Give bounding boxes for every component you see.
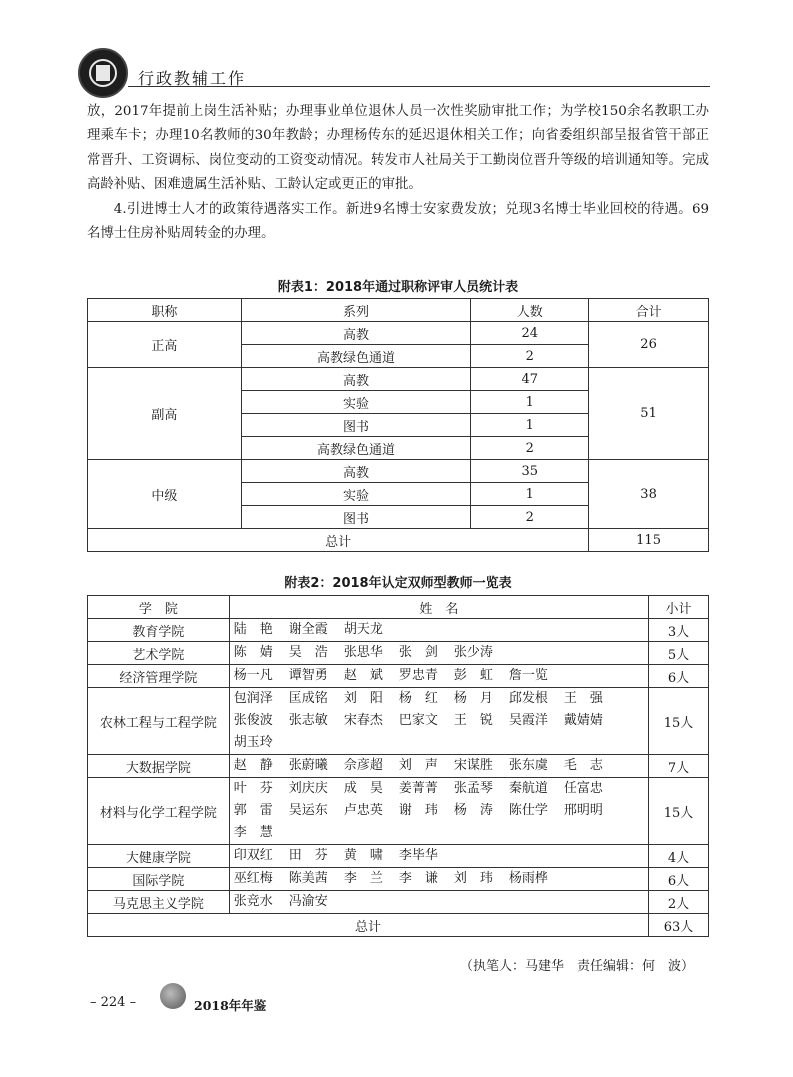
teacher-name: 印双红 bbox=[233, 848, 273, 863]
count-cell: 2 bbox=[471, 437, 589, 460]
teacher-name: 陈 婧 bbox=[233, 645, 273, 660]
teacher-name: 姜菁菁 bbox=[398, 781, 438, 796]
college-cell: 材料与化学工程学院 bbox=[88, 778, 230, 845]
college-cell: 国际学院 bbox=[88, 868, 230, 891]
dual-teacher-table bbox=[87, 595, 709, 937]
college-cell: 马克思主义学院 bbox=[88, 891, 230, 914]
teacher-name: 冯渝安 bbox=[288, 894, 328, 909]
series-cell: 高教绿色通道 bbox=[241, 437, 471, 460]
rank-cell: 中级 bbox=[88, 460, 242, 529]
header-series: 系列 bbox=[241, 299, 471, 322]
teacher-name: 彭 虹 bbox=[453, 668, 493, 683]
teacher-name: 任富忠 bbox=[563, 781, 603, 796]
count-cell: 24 bbox=[471, 322, 589, 345]
subtotal-cell: 15人 bbox=[649, 688, 709, 755]
teacher-name: 秦航道 bbox=[508, 781, 548, 796]
table-row bbox=[88, 688, 709, 755]
count-cell: 2 bbox=[471, 506, 589, 529]
teacher-name: 王 锐 bbox=[453, 713, 493, 728]
table-row bbox=[88, 460, 709, 483]
college-cell: 教育学院 bbox=[88, 619, 230, 642]
table-row bbox=[88, 619, 709, 642]
teacher-name: 佘彦超 bbox=[343, 758, 383, 773]
university-logo bbox=[78, 48, 128, 98]
teacher-name: 胡天龙 bbox=[343, 622, 383, 637]
mascot-icon bbox=[160, 983, 186, 1009]
teacher-name: 匡成铭 bbox=[288, 691, 328, 706]
table-row bbox=[88, 368, 709, 391]
teacher-name: 黄 啸 bbox=[343, 848, 383, 863]
teacher-name: 张志敏 bbox=[288, 713, 328, 728]
teacher-name: 李 谦 bbox=[398, 871, 438, 886]
table-row bbox=[88, 755, 709, 778]
count-cell: 1 bbox=[471, 414, 589, 437]
teacher-name: 罗忠青 bbox=[398, 668, 438, 683]
sum-label: 总计 bbox=[88, 529, 589, 552]
teacher-name: 詹一览 bbox=[508, 668, 548, 683]
teacher-name: 宋谋胜 bbox=[453, 758, 493, 773]
teacher-name: 陆 艳 bbox=[233, 622, 273, 637]
teacher-name: 刘 阳 bbox=[343, 691, 383, 706]
table2-caption: 附表2：2018年认定双师型教师一览表 bbox=[284, 576, 512, 591]
teacher-name: 张竞水 bbox=[233, 894, 273, 909]
teacher-name: 叶 芬 bbox=[233, 781, 273, 796]
teacher-name: 吴 浩 bbox=[288, 645, 328, 660]
teacher-name: 张思华 bbox=[343, 645, 383, 660]
table1-caption: 附表1：2018年通过职称评审人员统计表 bbox=[277, 280, 519, 295]
header-total: 合计 bbox=[589, 299, 709, 322]
count-cell: 1 bbox=[471, 483, 589, 506]
series-cell: 图书 bbox=[241, 414, 471, 437]
teacher-name: 李毕华 bbox=[398, 848, 438, 863]
teacher-name: 张俊波 bbox=[233, 713, 273, 728]
header-rule bbox=[128, 86, 710, 87]
section-title: 行政教辅工作 bbox=[138, 69, 247, 88]
table-row bbox=[88, 665, 709, 688]
total-cell: 26 bbox=[589, 322, 709, 368]
header-names: 姓 名 bbox=[229, 596, 648, 619]
teacher-name: 张少涛 bbox=[453, 645, 493, 660]
teacher-name: 杨 红 bbox=[398, 691, 438, 706]
rank-cell: 副高 bbox=[88, 368, 242, 460]
series-cell: 图书 bbox=[241, 506, 471, 529]
college-cell: 农林工程与工程学院 bbox=[88, 688, 230, 755]
teacher-name: 谭智勇 bbox=[288, 668, 328, 683]
teacher-name: 包润泽 bbox=[233, 691, 273, 706]
sum-value: 63人 bbox=[649, 914, 709, 937]
teacher-name: 郭 雷 bbox=[233, 803, 273, 818]
college-cell: 大数据学院 bbox=[88, 755, 230, 778]
subtotal-cell: 4人 bbox=[649, 845, 709, 868]
subtotal-cell: 5人 bbox=[649, 642, 709, 665]
teacher-name: 胡玉玲 bbox=[233, 735, 273, 750]
total-cell: 51 bbox=[589, 368, 709, 460]
teacher-name: 赵 静 bbox=[233, 758, 273, 773]
series-cell: 实验 bbox=[241, 483, 471, 506]
series-cell: 高教 bbox=[241, 368, 471, 391]
college-cell: 大健康学院 bbox=[88, 845, 230, 868]
body-text bbox=[87, 100, 709, 246]
teacher-name: 陈仕学 bbox=[508, 803, 548, 818]
names-cell bbox=[229, 642, 648, 665]
subtotal-cell: 15人 bbox=[649, 778, 709, 845]
header-count: 人数 bbox=[471, 299, 589, 322]
header-rank: 职称 bbox=[88, 299, 242, 322]
subtotal-cell: 3人 bbox=[649, 619, 709, 642]
table-row bbox=[88, 868, 709, 891]
teacher-name: 李 兰 bbox=[343, 871, 383, 886]
subtotal-cell: 6人 bbox=[649, 868, 709, 891]
teacher-name: 张 剑 bbox=[398, 645, 438, 660]
paragraph-2: 4.引进博士人才的政策待遇落实工作。新进9名博士安家费发放；兑现3名博士毕业回校的待遇。69名博士住房补贴周转金的办理。 bbox=[87, 201, 709, 242]
teacher-name: 成 昊 bbox=[343, 781, 383, 796]
paragraph-1: 放，2017年提前上岗生活补贴；办理事业单位退休人员一次性奖励审批工作；为学校150余名教职工办理乘车卡；办理10名教师的30年教龄；办理杨传东的延迟退休相关工作；向省委组织部呈报省管干部正常晋升、工资调标、岗位变动的工资变动情况。转发市人社局关于工勤岗位晋升等级的培训通知等。完成高龄补贴、困难遗属生活补贴、工龄认定或更正的审批。 bbox=[87, 104, 709, 193]
teacher-name: 刘 玮 bbox=[453, 871, 493, 886]
sum-label: 总计 bbox=[88, 914, 649, 937]
count-cell: 1 bbox=[471, 391, 589, 414]
count-cell: 47 bbox=[471, 368, 589, 391]
teacher-name: 卢忠英 bbox=[343, 803, 383, 818]
teacher-name: 杨一凡 bbox=[233, 668, 273, 683]
table-row bbox=[88, 891, 709, 914]
teacher-name: 王 强 bbox=[563, 691, 603, 706]
teacher-name: 张蔚曦 bbox=[288, 758, 328, 773]
header-college: 学 院 bbox=[88, 596, 230, 619]
table-row bbox=[88, 322, 709, 345]
names-cell bbox=[229, 868, 648, 891]
teacher-name: 陈美茜 bbox=[288, 871, 328, 886]
teacher-name: 邱发根 bbox=[508, 691, 548, 706]
count-cell: 35 bbox=[471, 460, 589, 483]
table-row bbox=[88, 642, 709, 665]
college-cell: 艺术学院 bbox=[88, 642, 230, 665]
title-review-table bbox=[87, 298, 709, 552]
series-cell: 高教 bbox=[241, 322, 471, 345]
names-cell bbox=[229, 755, 648, 778]
teacher-name: 谢全霞 bbox=[288, 622, 328, 637]
teacher-name: 刘庆庆 bbox=[288, 781, 328, 796]
table-row bbox=[88, 845, 709, 868]
teacher-name: 田 芬 bbox=[288, 848, 328, 863]
teacher-name: 巫红梅 bbox=[233, 871, 273, 886]
teacher-name: 刘 声 bbox=[398, 758, 438, 773]
teacher-name: 宋春杰 bbox=[343, 713, 383, 728]
names-cell bbox=[229, 665, 648, 688]
series-cell: 高教绿色通道 bbox=[241, 345, 471, 368]
subtotal-cell: 7人 bbox=[649, 755, 709, 778]
college-cell: 经济管理学院 bbox=[88, 665, 230, 688]
total-cell: 38 bbox=[589, 460, 709, 529]
teacher-name: 戴婧婧 bbox=[563, 713, 603, 728]
teacher-name: 赵 斌 bbox=[343, 668, 383, 683]
subtotal-cell: 2人 bbox=[649, 891, 709, 914]
sum-row bbox=[88, 914, 709, 937]
count-cell: 2 bbox=[471, 345, 589, 368]
teacher-name: 吴霞洋 bbox=[508, 713, 548, 728]
teacher-name: 杨雨桦 bbox=[508, 871, 548, 886]
names-cell bbox=[229, 778, 648, 845]
names-cell bbox=[229, 845, 648, 868]
sum-value: 115 bbox=[589, 529, 709, 552]
names-cell bbox=[229, 688, 648, 755]
rank-cell: 正高 bbox=[88, 322, 242, 368]
teacher-name: 毛 志 bbox=[563, 758, 603, 773]
teacher-name: 张孟琴 bbox=[453, 781, 493, 796]
sum-row bbox=[88, 529, 709, 552]
teacher-name: 杨 涛 bbox=[453, 803, 493, 818]
teacher-name: 巴家文 bbox=[398, 713, 438, 728]
names-cell bbox=[229, 619, 648, 642]
table-row bbox=[88, 778, 709, 845]
teacher-name: 吴运东 bbox=[288, 803, 328, 818]
author-credit: （执笔人：马建华 责任编辑：何 波） bbox=[460, 959, 695, 974]
teacher-name: 邢明明 bbox=[563, 803, 603, 818]
yearbook-label: 2018年年鉴 bbox=[194, 998, 267, 1013]
page-number: – 224 – bbox=[90, 995, 137, 1010]
series-cell: 实验 bbox=[241, 391, 471, 414]
names-cell bbox=[229, 891, 648, 914]
subtotal-cell: 6人 bbox=[649, 665, 709, 688]
teacher-name: 李 慧 bbox=[233, 825, 273, 840]
series-cell: 高教 bbox=[241, 460, 471, 483]
teacher-name: 张东虞 bbox=[508, 758, 548, 773]
header-subtotal: 小计 bbox=[649, 596, 709, 619]
teacher-name: 杨 月 bbox=[453, 691, 493, 706]
teacher-name: 谢 玮 bbox=[398, 803, 438, 818]
